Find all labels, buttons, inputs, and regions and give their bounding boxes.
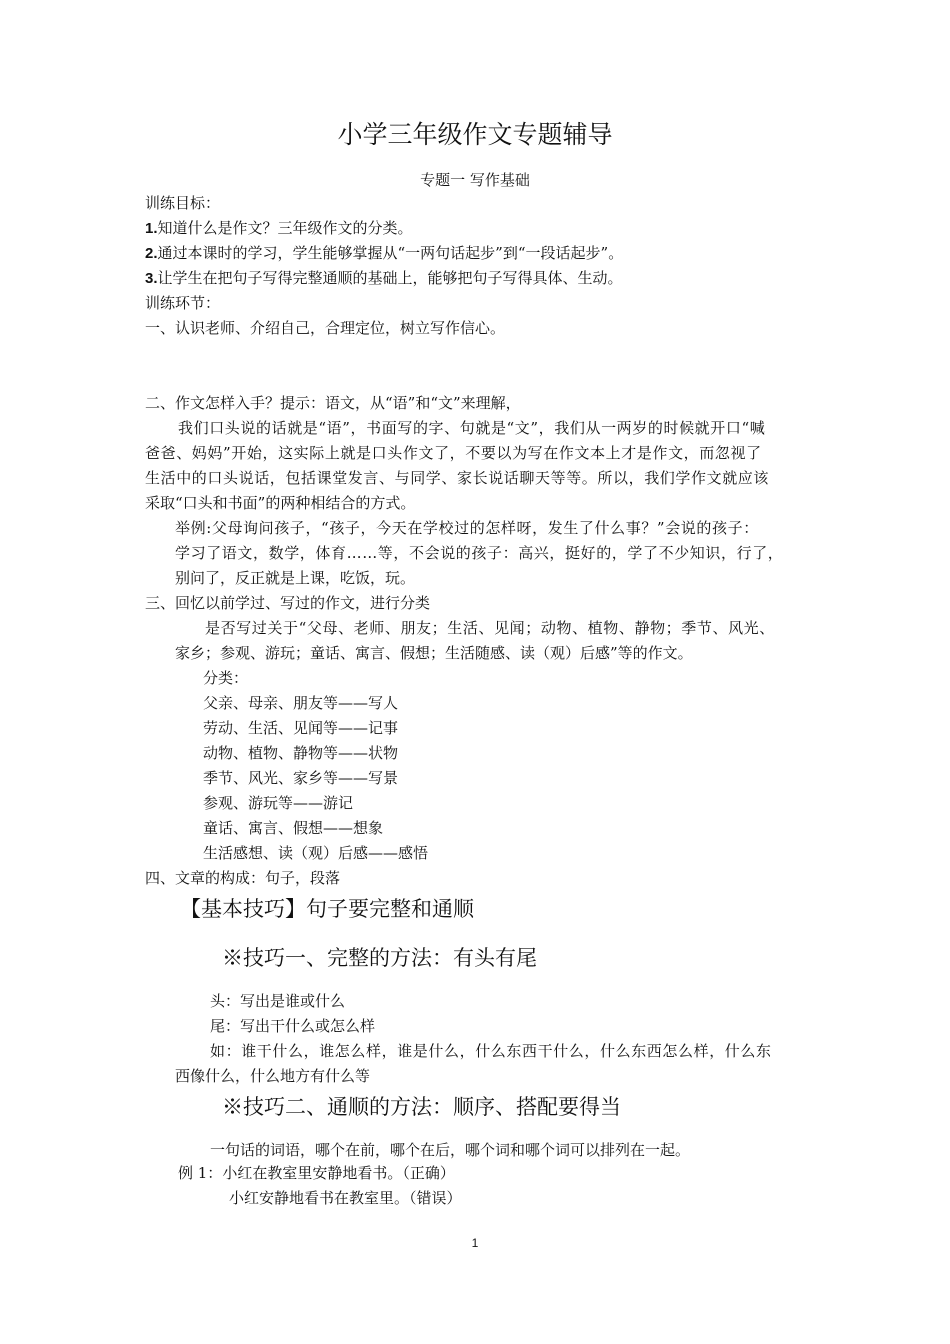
example-1-label: 例 1： bbox=[178, 1164, 223, 1182]
paragraph-line: 是否写过关于“父母、老师、朋友；生活、见闻；动物、植物、静物；季节、风光、 bbox=[205, 619, 775, 637]
example-line: 举例:父母询问孩子，“孩子，今天在学校过的怎样呀，发生了什么事？”会说的孩子： bbox=[175, 519, 759, 537]
tail-line: 尾：写出干什么或怎么样 bbox=[210, 1017, 376, 1035]
skill-2-heading: ※技巧二、通顺的方法：顺序、搭配要得当 bbox=[222, 1095, 621, 1119]
goal-text: 让学生在把句子写得完整通顺的基础上，能够把句子写得具体、生动。 bbox=[157, 269, 623, 287]
eg-line: 如：谁干什么，谁怎么样，谁是什么，什么东西干什么，什么东西怎么样，什么东 bbox=[210, 1042, 772, 1060]
paragraph-line: 家乡；参观、游玩；童话、寓言、假想；生活随感、读（观）后感”等的作文。 bbox=[175, 644, 693, 662]
example-line: 别问了，反正就是上课，吃饭，玩。 bbox=[175, 569, 416, 587]
order-text: 一句话的词语，哪个在前，哪个在后，哪个词和哪个词可以排列在一起。 bbox=[210, 1141, 691, 1159]
classify-item: 父亲、母亲、朋友等——写人 bbox=[203, 694, 399, 712]
classify-item: 生活感想、读（观）后感——感悟 bbox=[203, 844, 429, 862]
classify-item: 动物、植物、静物等——状物 bbox=[203, 744, 399, 762]
goal-number: 2. bbox=[145, 245, 158, 262]
basic-skill-heading: 【基本技巧】句子要完整和通顺 bbox=[180, 897, 474, 921]
document-title: 小学三年级作文专题辅导 bbox=[337, 120, 613, 149]
paragraph-line: 爸爸、妈妈”开始，这实际上就是口头作文了，不要以为写在作文本上才是作文，而忽视了 bbox=[145, 444, 762, 462]
page-number: 1 bbox=[471, 1236, 479, 1250]
skill-1-heading: ※技巧一、完整的方法：有头有尾 bbox=[222, 946, 537, 970]
section-4: 四、文章的构成：句子，段落 bbox=[145, 869, 341, 887]
goal-text: 通过本课时的学习，学生能够掌握从“一两句话起步”到“一段话起步”。 bbox=[157, 244, 624, 262]
goal-number: 1. bbox=[145, 220, 158, 237]
classify-item: 劳动、生活、见闻等——记事 bbox=[203, 719, 399, 737]
example-1 bbox=[178, 1163, 455, 1183]
paragraph-line: 生活中的口头说话，包括课堂发言、与同学、家长说话聊天等等。所以，我们学作文就应该 bbox=[145, 469, 770, 487]
goal-item bbox=[145, 268, 623, 289]
classify-item: 参观、游玩等——游记 bbox=[203, 794, 354, 812]
goals-heading: 训练目标： bbox=[145, 194, 221, 212]
goal-item bbox=[145, 218, 413, 239]
goal-text: 知道什么是作文？三年级作文的分类。 bbox=[157, 219, 413, 237]
example-line: 学习了语文，数学，体育……等，不会说的孩子：高兴，挺好的，学了不少知识，行了， bbox=[175, 544, 784, 562]
head-line: 头：写出是谁或什么 bbox=[210, 992, 346, 1010]
classify-item: 季节、风光、家乡等——写景 bbox=[203, 769, 399, 787]
classify-heading: 分类： bbox=[203, 669, 249, 687]
example-1-wrong: 小红安静地看书在教室里。（错误） bbox=[229, 1189, 462, 1207]
section-2: 二、作文怎样入手？提示：语文，从“语”和“文”来理解， bbox=[145, 394, 521, 412]
section-3: 三、回忆以前学过、写过的作文，进行分类 bbox=[145, 594, 431, 612]
section-1: 一、认识老师、介绍自己，合理定位，树立写作信心。 bbox=[145, 319, 506, 337]
steps-heading: 训练环节： bbox=[145, 294, 221, 312]
paragraph-line: 我们口头说的话就是“语”，书面写的字、句就是“文”，我们从一两岁的时候就开口“喊 bbox=[178, 419, 766, 437]
goal-item bbox=[145, 243, 623, 264]
paragraph-line: 采取“口头和书面”的两种相结合的方式。 bbox=[145, 494, 416, 512]
goal-number: 3. bbox=[145, 270, 158, 287]
document-subtitle: 专题一 写作基础 bbox=[420, 171, 530, 189]
classify-item: 童话、寓言、假想——想象 bbox=[203, 819, 384, 837]
example-1-correct: 小红在教室里安静地看书。（正确） bbox=[222, 1164, 455, 1182]
eg-line: 西像什么，什么地方有什么等 bbox=[175, 1067, 371, 1085]
